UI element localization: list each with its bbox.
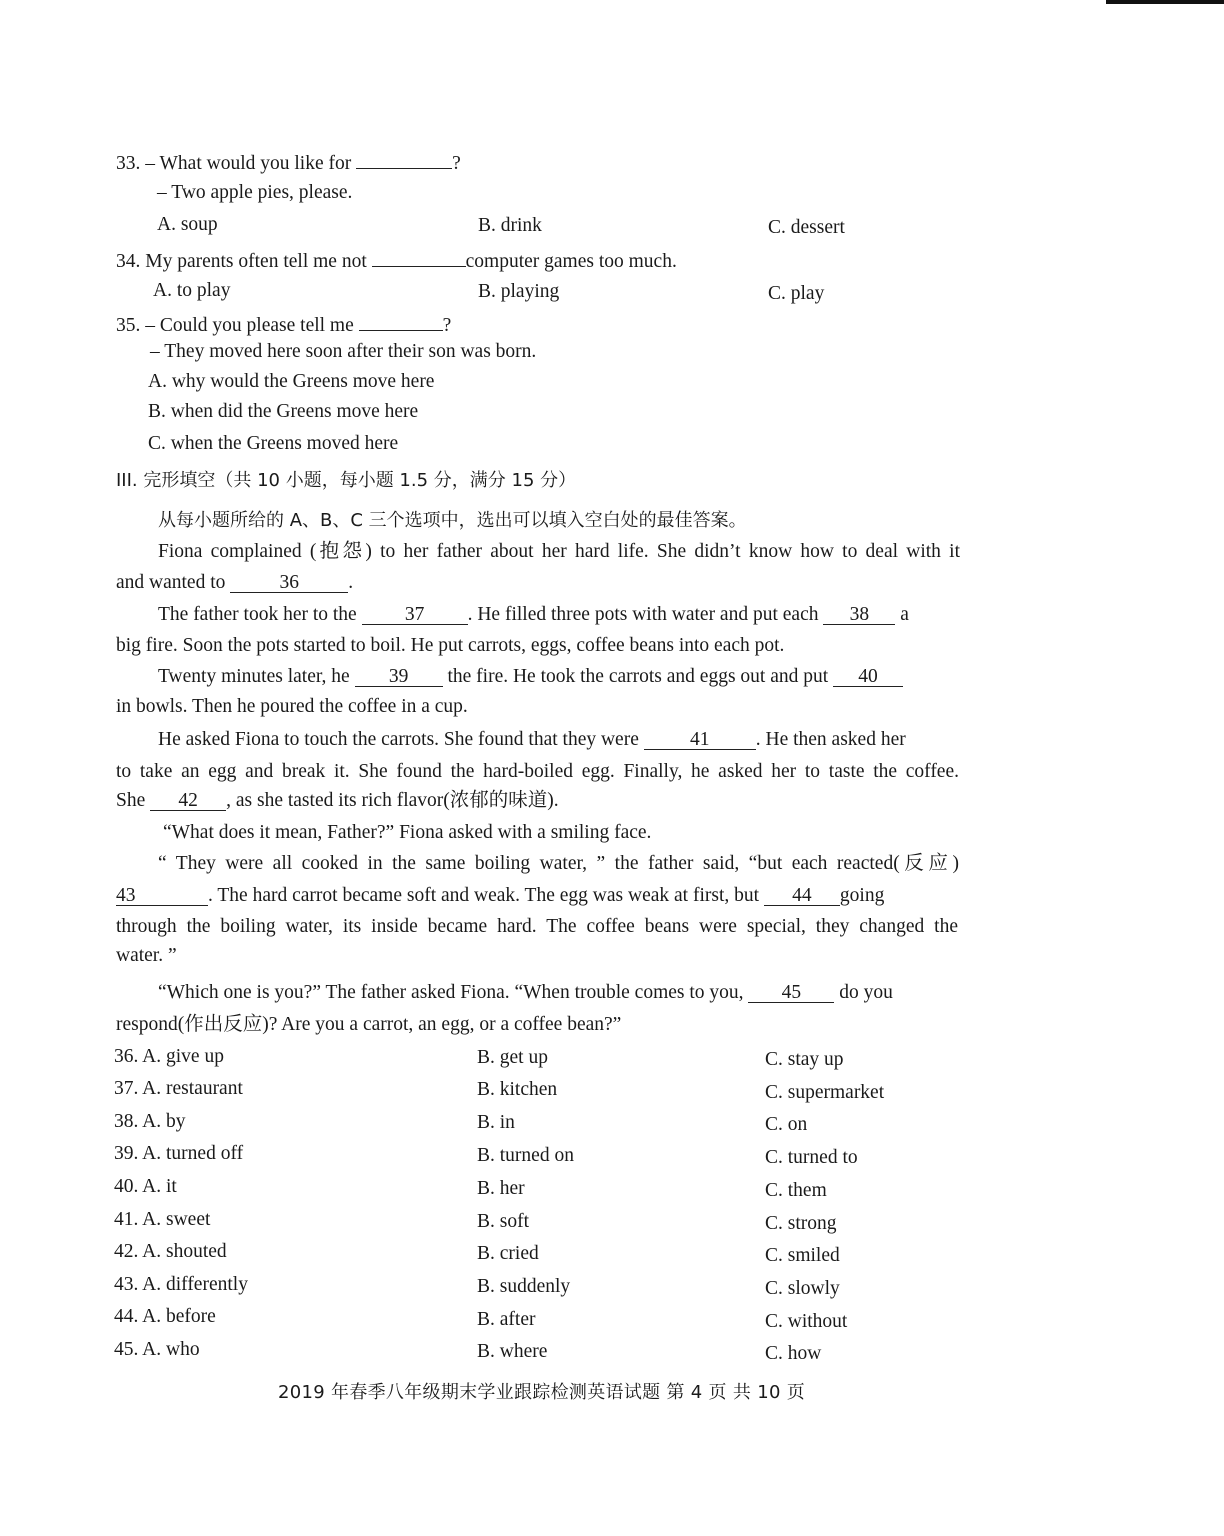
- passage-text: Twenty minutes later, he: [158, 666, 355, 687]
- passage-text: He asked Fiona to touch the carrots. She found that they were: [158, 729, 644, 750]
- passage-text: going: [839, 885, 885, 906]
- passage-line: in bowls. Then he poured the coffee in a cup.: [116, 696, 468, 717]
- page-footer: 2019 年春季八年级期末学业跟踪检测英语试题 第 4 页 共 10 页: [278, 1382, 806, 1403]
- question-34: [116, 248, 677, 272]
- blank-42[interactable]: 42: [150, 792, 226, 811]
- option-b[interactable]: B. turned on: [477, 1145, 574, 1166]
- section-instruction: 从每小题所给的 A、B、C 三个选项中，选出可以填入空白处的最佳答案。: [158, 510, 747, 531]
- passage-text: and wanted to: [116, 572, 231, 593]
- blank-39[interactable]: 39: [355, 668, 443, 687]
- option-b[interactable]: B. get up: [477, 1047, 548, 1068]
- passage-line: [116, 791, 559, 811]
- option-c[interactable]: C. stay up: [765, 1049, 844, 1070]
- option-a[interactable]: A. soup: [157, 214, 218, 235]
- option-a[interactable]: 45. A. who: [114, 1339, 200, 1360]
- passage-line: through the boiling water, its inside became hard. The coffee beans were special, they changed the: [116, 916, 958, 937]
- option-b[interactable]: B. playing: [478, 281, 560, 302]
- option-a[interactable]: 38. A. by: [114, 1111, 186, 1132]
- option-c[interactable]: C. when the Greens moved here: [148, 433, 399, 454]
- option-c[interactable]: C. without: [765, 1311, 848, 1332]
- question-33: [116, 150, 461, 174]
- passage-line: to take an egg and break it. She found the hard-boiled egg. Finally, he asked her to taste the coffee.: [116, 761, 959, 782]
- blank-37[interactable]: 37: [362, 606, 468, 625]
- option-c[interactable]: C. how: [765, 1343, 822, 1364]
- scan-corner-mark: [1106, 0, 1224, 4]
- blank-44[interactable]: 44: [764, 887, 840, 906]
- option-c[interactable]: C. play: [768, 283, 825, 304]
- passage-line: [158, 983, 893, 1003]
- question-33-stem: 33. – What would you like for: [116, 153, 357, 174]
- option-c[interactable]: C. slowly: [765, 1278, 840, 1299]
- option-b[interactable]: B. cried: [477, 1243, 539, 1264]
- option-c[interactable]: C. turned to: [765, 1147, 858, 1168]
- passage-text: , as she tasted its rich flavor(浓郁的味道).: [226, 790, 559, 811]
- passage-line: water. ”: [116, 945, 177, 966]
- passage-line: [158, 605, 909, 625]
- section-heading: III. 完形填空（共 10 小题，每小题 1.5 分，满分 15 分）: [116, 470, 577, 491]
- passage-line: respond(作出反应)? Are you a carrot, an egg, or a coffee bean?”: [116, 1014, 622, 1035]
- passage-text: the fire. He took the carrots and eggs out and put: [442, 666, 834, 687]
- blank-45[interactable]: 45: [748, 984, 834, 1003]
- question-35-reply: – They moved here soon after their son was born.: [150, 341, 537, 362]
- passage-line: [116, 886, 884, 906]
- option-a[interactable]: 39. A. turned off: [114, 1143, 244, 1164]
- passage-text: do you: [834, 982, 893, 1003]
- option-b[interactable]: B. in: [477, 1112, 515, 1133]
- answer-blank[interactable]: [359, 312, 443, 331]
- passage-text: “Which one is you?” The father asked Fiona. “When trouble comes to you,: [158, 982, 749, 1003]
- blank-36[interactable]: 36: [230, 574, 348, 593]
- question-34-stem: 34. My parents often tell me not: [116, 251, 372, 272]
- option-a[interactable]: 41. A. sweet: [114, 1209, 211, 1230]
- option-b[interactable]: B. when did the Greens move here: [148, 401, 419, 422]
- option-c[interactable]: C. them: [765, 1180, 827, 1201]
- option-a[interactable]: 36. A. give up: [114, 1046, 224, 1067]
- question-35: [116, 312, 451, 336]
- option-b[interactable]: B. kitchen: [477, 1079, 558, 1100]
- option-a[interactable]: A. to play: [153, 280, 231, 301]
- option-c[interactable]: C. on: [765, 1114, 808, 1135]
- option-a[interactable]: 43. A. differently: [114, 1274, 248, 1295]
- option-c[interactable]: C. strong: [765, 1213, 837, 1234]
- option-c[interactable]: C. smiled: [765, 1245, 840, 1266]
- passage-text: She: [116, 790, 151, 811]
- blank-40[interactable]: 40: [833, 668, 903, 687]
- option-b[interactable]: B. after: [477, 1309, 536, 1330]
- answer-blank[interactable]: [372, 248, 466, 267]
- option-b[interactable]: B. where: [477, 1341, 548, 1362]
- option-b[interactable]: B. soft: [477, 1211, 530, 1232]
- question-33-reply: – Two apple pies, please.: [157, 182, 353, 203]
- question-35-stem: 35. – Could you please tell me: [116, 315, 359, 336]
- passage-text: . He then asked her: [755, 729, 906, 750]
- question-mark: ?: [442, 315, 452, 336]
- passage-text: a: [895, 604, 909, 625]
- passage-text: .: [348, 572, 354, 593]
- passage-text: The father took her to the: [158, 604, 362, 625]
- question-mark: ?: [452, 153, 461, 174]
- question-34-tail: computer games too much.: [465, 251, 677, 272]
- option-a[interactable]: A. why would the Greens move here: [148, 371, 435, 392]
- passage-line: [158, 667, 903, 687]
- passage-line: [158, 730, 906, 750]
- option-a[interactable]: 40. A. it: [114, 1176, 177, 1197]
- blank-41[interactable]: 41: [644, 731, 756, 750]
- blank-38[interactable]: 38: [823, 606, 895, 625]
- option-a[interactable]: 42. A. shouted: [114, 1241, 227, 1262]
- option-a[interactable]: 44. A. before: [114, 1306, 216, 1327]
- option-a[interactable]: 37. A. restaurant: [114, 1078, 243, 1099]
- passage-line: “ They were all cooked in the same boiling water, ” the father said, “but each reacted(反应): [158, 853, 959, 874]
- passage-line: [116, 573, 353, 593]
- passage-text: . The hard carrot became soft and weak. The egg was weak at first, but: [208, 885, 764, 906]
- passage-line: big fire. Soon the pots started to boil. He put carrots, eggs, coffee beans into each pot.: [116, 635, 785, 656]
- option-b[interactable]: B. suddenly: [477, 1276, 571, 1297]
- blank-43[interactable]: 43: [116, 887, 208, 906]
- option-c[interactable]: C. supermarket: [765, 1082, 885, 1103]
- option-c[interactable]: C. dessert: [768, 217, 845, 238]
- option-b[interactable]: B. drink: [478, 215, 542, 236]
- passage-line: “What does it mean, Father?” Fiona asked with a smiling face.: [163, 822, 652, 843]
- passage-text: . He filled three pots with water and put each: [467, 604, 824, 625]
- option-b[interactable]: B. her: [477, 1178, 525, 1199]
- answer-blank[interactable]: [356, 150, 452, 169]
- passage-line: Fiona complained (抱怨) to her father about her hard life. She didn’t know how to deal with it: [158, 541, 960, 562]
